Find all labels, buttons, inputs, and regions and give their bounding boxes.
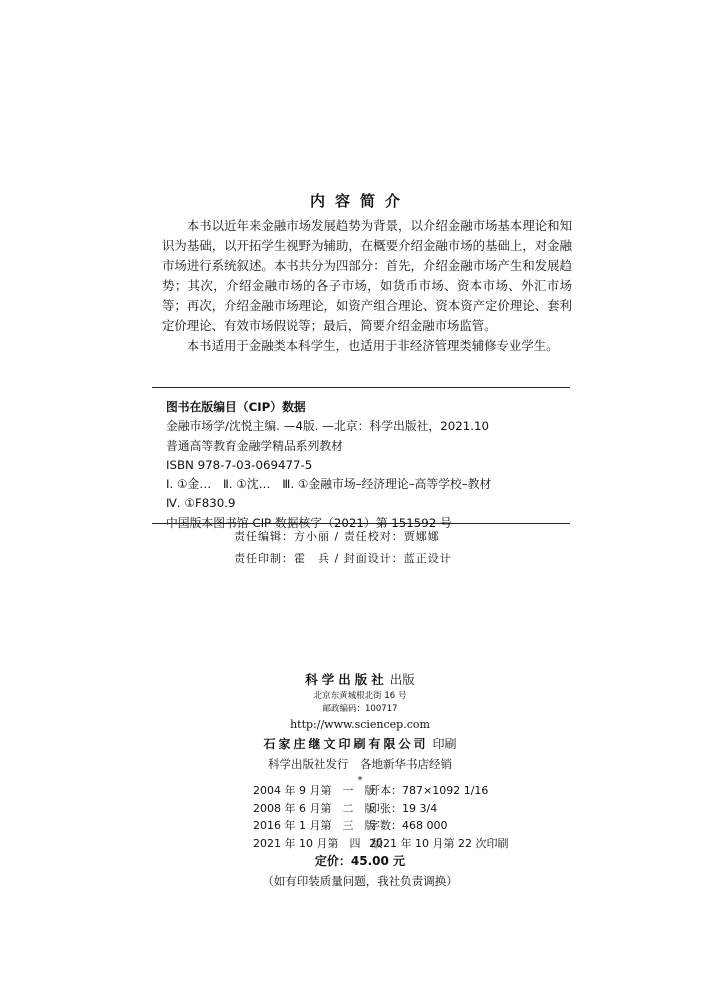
separator-star: * [357, 775, 363, 786]
printer-name: 石家庄继文印刷有限公司 [263, 737, 429, 751]
cip-top-rule [152, 387, 570, 388]
edition-row [253, 782, 553, 800]
cip-bottom-rule [152, 523, 570, 524]
cip-line-isbn: ISBN 978-7-03-069477-5 [166, 457, 313, 472]
edition-spec: 印张：19 3/4 [369, 801, 438, 815]
edition-row [253, 800, 553, 818]
cip-heading: 图书在版编目（CIP）数据 [166, 400, 306, 414]
distribution-line: 科学出版社发行 各地新华书店经销 [268, 757, 452, 771]
edition-spec: 开本：787×1092 1/16 [369, 784, 489, 797]
publisher-url: http://www.sciencep.com [290, 718, 430, 731]
printer-suffix: 印刷 [432, 737, 457, 751]
edition-date: 2021 年 10 月第 四 版 [253, 836, 383, 850]
edition-row [253, 817, 553, 835]
intro-body [162, 216, 572, 356]
publisher-postcode: 邮政编码：100717 [322, 704, 398, 714]
credits-editors: 责任编辑：方小丽 / 责任校对：贾娜娜 [234, 530, 440, 543]
edition-date: 2008 年 6 月第 二 版 [253, 801, 376, 815]
publisher-line [0, 670, 720, 690]
edition-table [253, 782, 553, 852]
edition-row [253, 835, 553, 853]
cip-line-record-number: 中国版本图书馆 CIP 数据核字（2021）第 151592 号 [166, 515, 452, 530]
publisher-suffix: 出版 [389, 672, 415, 687]
intro-title: 内容简介 [309, 192, 410, 210]
edition-date: 2004 年 9 月第 一 版 [253, 784, 376, 797]
publication-block [0, 670, 720, 788]
edition-spec: 2021 年 10 月第 22 次印刷 [369, 836, 509, 850]
quality-notice: （如有印装质量问题，我社负责调换） [262, 874, 458, 888]
cip-line-title: 金融市场学/沈悦主编. —4版. —北京：科学出版社，2021.10 [166, 419, 489, 434]
credits-block [234, 526, 574, 570]
intro-paragraph-1: 本书以近年来金融市场发展趋势为背景，以介绍金融市场基本理论和知识为基础，以开拓学生视野为辅助，在概要介绍金融市场的基础上，对金融市场进行系统叙述。本书共分为四部分：首先，介绍金融市场产生和发展趋势；其次，介绍金融市场的各子市场，如货币市场、资本市场、外汇市场等；再次，介绍金融市场理论，如资产组合理论、资本资产定价理论、套利定价理论、有效市场假说等；最后，简要介绍金融市场监管。 [162, 218, 572, 333]
publisher-address: 北京东黄城根北街 16 号 [313, 691, 407, 701]
credits-production: 责任印制：霍 兵 / 封面设计：蓝正设计 [234, 552, 452, 565]
cip-line-class-number: Ⅳ. ①F830.9 [166, 496, 236, 511]
publisher-name: 科学出版社 [305, 672, 388, 687]
cip-line-series: 普通高等教育金融学精品系列教材 [166, 438, 343, 453]
price-line: 定价：45.00 元 [314, 854, 406, 868]
edition-spec: 字数：468 000 [369, 819, 448, 833]
cip-block [166, 398, 570, 533]
edition-date: 2016 年 1 月第 三 版 [253, 819, 376, 833]
cip-line-classification: Ⅰ. ①金… Ⅱ. ①沈… Ⅲ. ①金融市场–经济理论–高等学校–教材 [166, 477, 492, 492]
intro-paragraph-2: 本书适用于金融类本科学生，也适用于非经济管理类辅修专业学生。 [186, 338, 559, 353]
printer-line [0, 734, 720, 754]
